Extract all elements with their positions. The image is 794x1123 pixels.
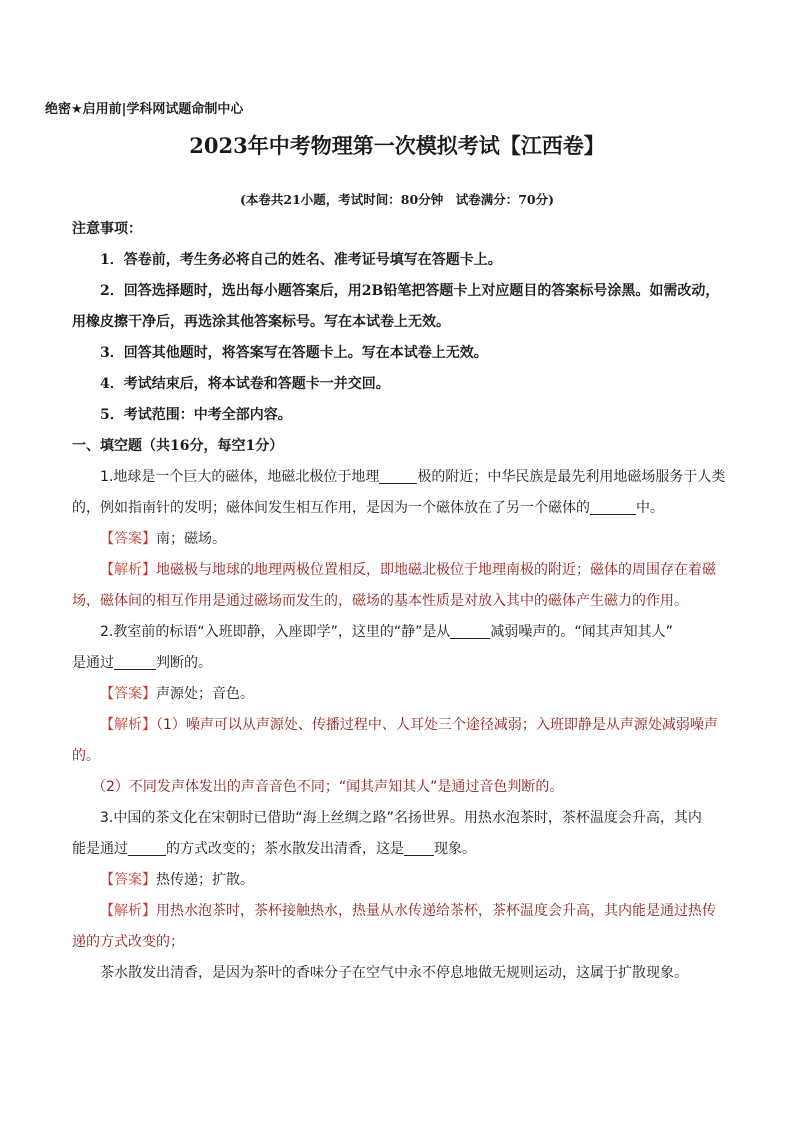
answer-blank bbox=[379, 469, 417, 484]
note-item: 3．回答其他题时，将答案写在答题卡上。写在本试卷上无效。 bbox=[100, 345, 488, 361]
analysis-tag: 【解析】 bbox=[100, 717, 156, 733]
question-3-line-1: 3.中国的茶文化在宋朝时已借助“海上丝绸之路”名扬世界。用热水泡茶时，茶杯温度会升高，其内 bbox=[100, 810, 702, 826]
answer-tag: 【答案】 bbox=[100, 686, 156, 702]
note-item: 2．回答选择题时，选出每小题答案后，用2B铅笔把答题卡上对应题目的答案标号涂黑。如需改动， bbox=[100, 283, 720, 299]
analysis-tag: 【解析】 bbox=[100, 903, 156, 919]
question-2-analysis-part-2: （2）不同发声体发出的声音音色不同；“闻其声知其人”是通过音色判断的。 bbox=[92, 779, 564, 795]
question-2-analysis-cont: 的。 bbox=[72, 748, 100, 764]
document-body bbox=[72, 214, 724, 989]
question-1-line-1: 1.地球是一个巨大的磁体，地磁北极位于地理 极的附近；中华民族是最先利用地磁场服务于人类 bbox=[100, 469, 726, 485]
page-title: 2023年中考物理第一次模拟考试【江西卷】 bbox=[189, 133, 605, 158]
note-item: 1．答卷前，考生务必将自己的姓名、准考证号填写在答题卡上。 bbox=[100, 252, 502, 268]
confidential-label: 绝密★启用前|学科网试题命制中心 bbox=[45, 102, 244, 117]
question-2-answer: 【答案】声源处；音色。 bbox=[100, 686, 254, 702]
answer-blank bbox=[128, 841, 166, 856]
question-1-analysis: 【解析】地磁极与地球的地理两极位置相反，即地磁北极位于地理南极的附近；磁体的周围存在着磁 bbox=[100, 562, 716, 578]
section-heading: 一、填空题（共16分，每空1分） bbox=[72, 438, 284, 454]
question-1-line-2: 的，例如指南针的发明；磁体间发生相互作用，是因为一个磁体放在了另一个磁体的 中。 bbox=[72, 500, 664, 516]
question-2-line-2: 是通过 判断的。 bbox=[72, 655, 212, 671]
answer-blank bbox=[404, 841, 434, 856]
answer-tag: 【答案】 bbox=[100, 531, 156, 547]
question-2-analysis: 【解析】（1）噪声可以从声源处、传播过程中、人耳处三个途径减弱；入班即静是从声源处减弱噪声 bbox=[100, 717, 718, 733]
note-item: 4．考试结束后，将本试卷和答题卡一并交回。 bbox=[100, 376, 390, 392]
question-3-analysis-cont: 递的方式改变的； bbox=[72, 934, 184, 950]
notes-heading: 注意事项： bbox=[72, 221, 142, 237]
note-item: 5．考试范围：中考全部内容。 bbox=[100, 407, 292, 423]
question-1-analysis-cont: 场，磁体间的相互作用是通过磁场而发生的，磁场的基本性质是对放入其中的磁体产生磁力的作用。 bbox=[72, 593, 688, 609]
answer-tag: 【答案】 bbox=[100, 872, 156, 888]
question-3-line-2: 能是通过 的方式改变的；茶水散发出清香，这是 现象。 bbox=[72, 841, 476, 857]
answer-blank bbox=[450, 624, 490, 639]
answer-blank bbox=[114, 655, 156, 670]
question-2-line-1: 2.教室前的标语“入班即静，入座即学”，这里的“静”是从 减弱噪声的。“闻其声知其人” bbox=[100, 624, 673, 640]
note-item-continued: 用橡皮擦干净后，再选涂其他答案标号。写在本试卷上无效。 bbox=[72, 314, 450, 330]
exam-info: (本卷共21小题，考试时间：80分钟 试卷满分：70分) bbox=[239, 192, 554, 207]
question-1-answer: 【答案】南；磁场。 bbox=[100, 531, 226, 547]
question-3-analysis: 【解析】用热水泡茶时，茶杯接触热水，热量从水传递给茶杯，茶杯温度会升高，其内能是通过热传 bbox=[100, 903, 716, 919]
analysis-tag: 【解析】 bbox=[100, 562, 156, 578]
question-3-answer: 【答案】热传递；扩散。 bbox=[100, 872, 254, 888]
question-3-analysis-part-2: 茶水散发出清香，是因为茶叶的香味分子在空气中永不停息地做无规则运动，这属于扩散现象。 bbox=[100, 965, 688, 981]
answer-blank bbox=[590, 500, 636, 515]
